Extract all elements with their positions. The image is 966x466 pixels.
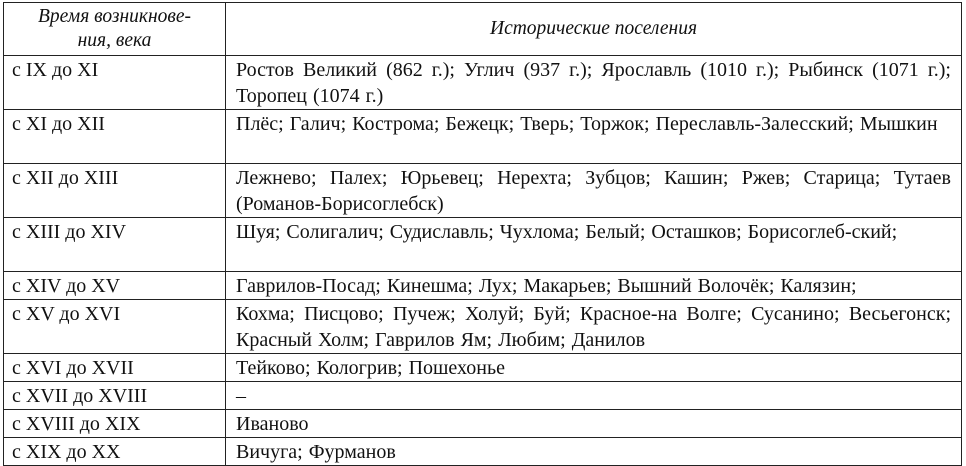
settlements-cell: Лежнево; Палех; Юрьевец; Нерехта; Зубцов; Кашин; Ржев; Старица; Тутаев (Романов-Борисоглебск): [226, 164, 962, 218]
settlements-cell: Иваново: [226, 410, 962, 438]
table-row: [4, 410, 962, 438]
settlements-cell: Кохма; Писцово; Пучеж; Холуй; Буй; Красное-на Волге; Сусанино; Весьегонск; Красный Холм; Гаврилов Ям; Любим; Данилов: [226, 300, 962, 354]
period-cell: с XVI до XVII: [4, 354, 226, 382]
settlements-cell: Плёс; Галич; Кострома; Бежецк; Тверь; Торжок; Переславль-Залесский; Мышкин: [226, 110, 962, 164]
table-row: [4, 164, 962, 218]
table-row: [4, 272, 962, 300]
table-row: [4, 56, 962, 110]
settlements-cell: Ростов Великий (862 г.); Углич (937 г.); Ярославль (1010 г.); Рыбинск (1071 г.); Торопец (1074 г.): [226, 56, 962, 110]
period-cell: с XI до XII: [4, 110, 226, 164]
period-cell: с XIV до XV: [4, 272, 226, 300]
table-row: [4, 438, 962, 466]
settlements-cell: –: [226, 382, 962, 410]
document-page: [3, 2, 961, 466]
table-row: [4, 218, 962, 272]
period-cell: с XIX до XX: [4, 438, 226, 466]
table-row: [4, 300, 962, 354]
header-settlements: Исторические поселения: [226, 3, 962, 56]
period-cell: с XVII до XVIII: [4, 382, 226, 410]
period-cell: с XIII до XIV: [4, 218, 226, 272]
period-cell: с IX до XI: [4, 56, 226, 110]
table-header-row: [4, 3, 962, 56]
header-period: [4, 3, 226, 56]
settlements-cell: Вичуга; Фурманов: [226, 438, 962, 466]
period-cell: с XV до XVI: [4, 300, 226, 354]
settlements-cell: Гаврилов-Посад; Кинешма; Лух; Макарьев; Вышний Волочёк; Калязин;: [226, 272, 962, 300]
settlements-table: [3, 2, 962, 466]
header-period-line: ния, века: [77, 30, 152, 51]
period-cell: с XVIII до XIX: [4, 410, 226, 438]
period-cell: с XII до XIII: [4, 164, 226, 218]
header-period-line: Время возникнове-: [37, 6, 192, 27]
settlements-cell: Тейково; Кологрив; Пошехонье: [226, 354, 962, 382]
table-row: [4, 382, 962, 410]
table-row: [4, 354, 962, 382]
settlements-cell: Шуя; Солигалич; Судиславль; Чухлома; Белый; Осташков; Борисоглеб-ский;: [226, 218, 962, 272]
table-row: [4, 110, 962, 164]
